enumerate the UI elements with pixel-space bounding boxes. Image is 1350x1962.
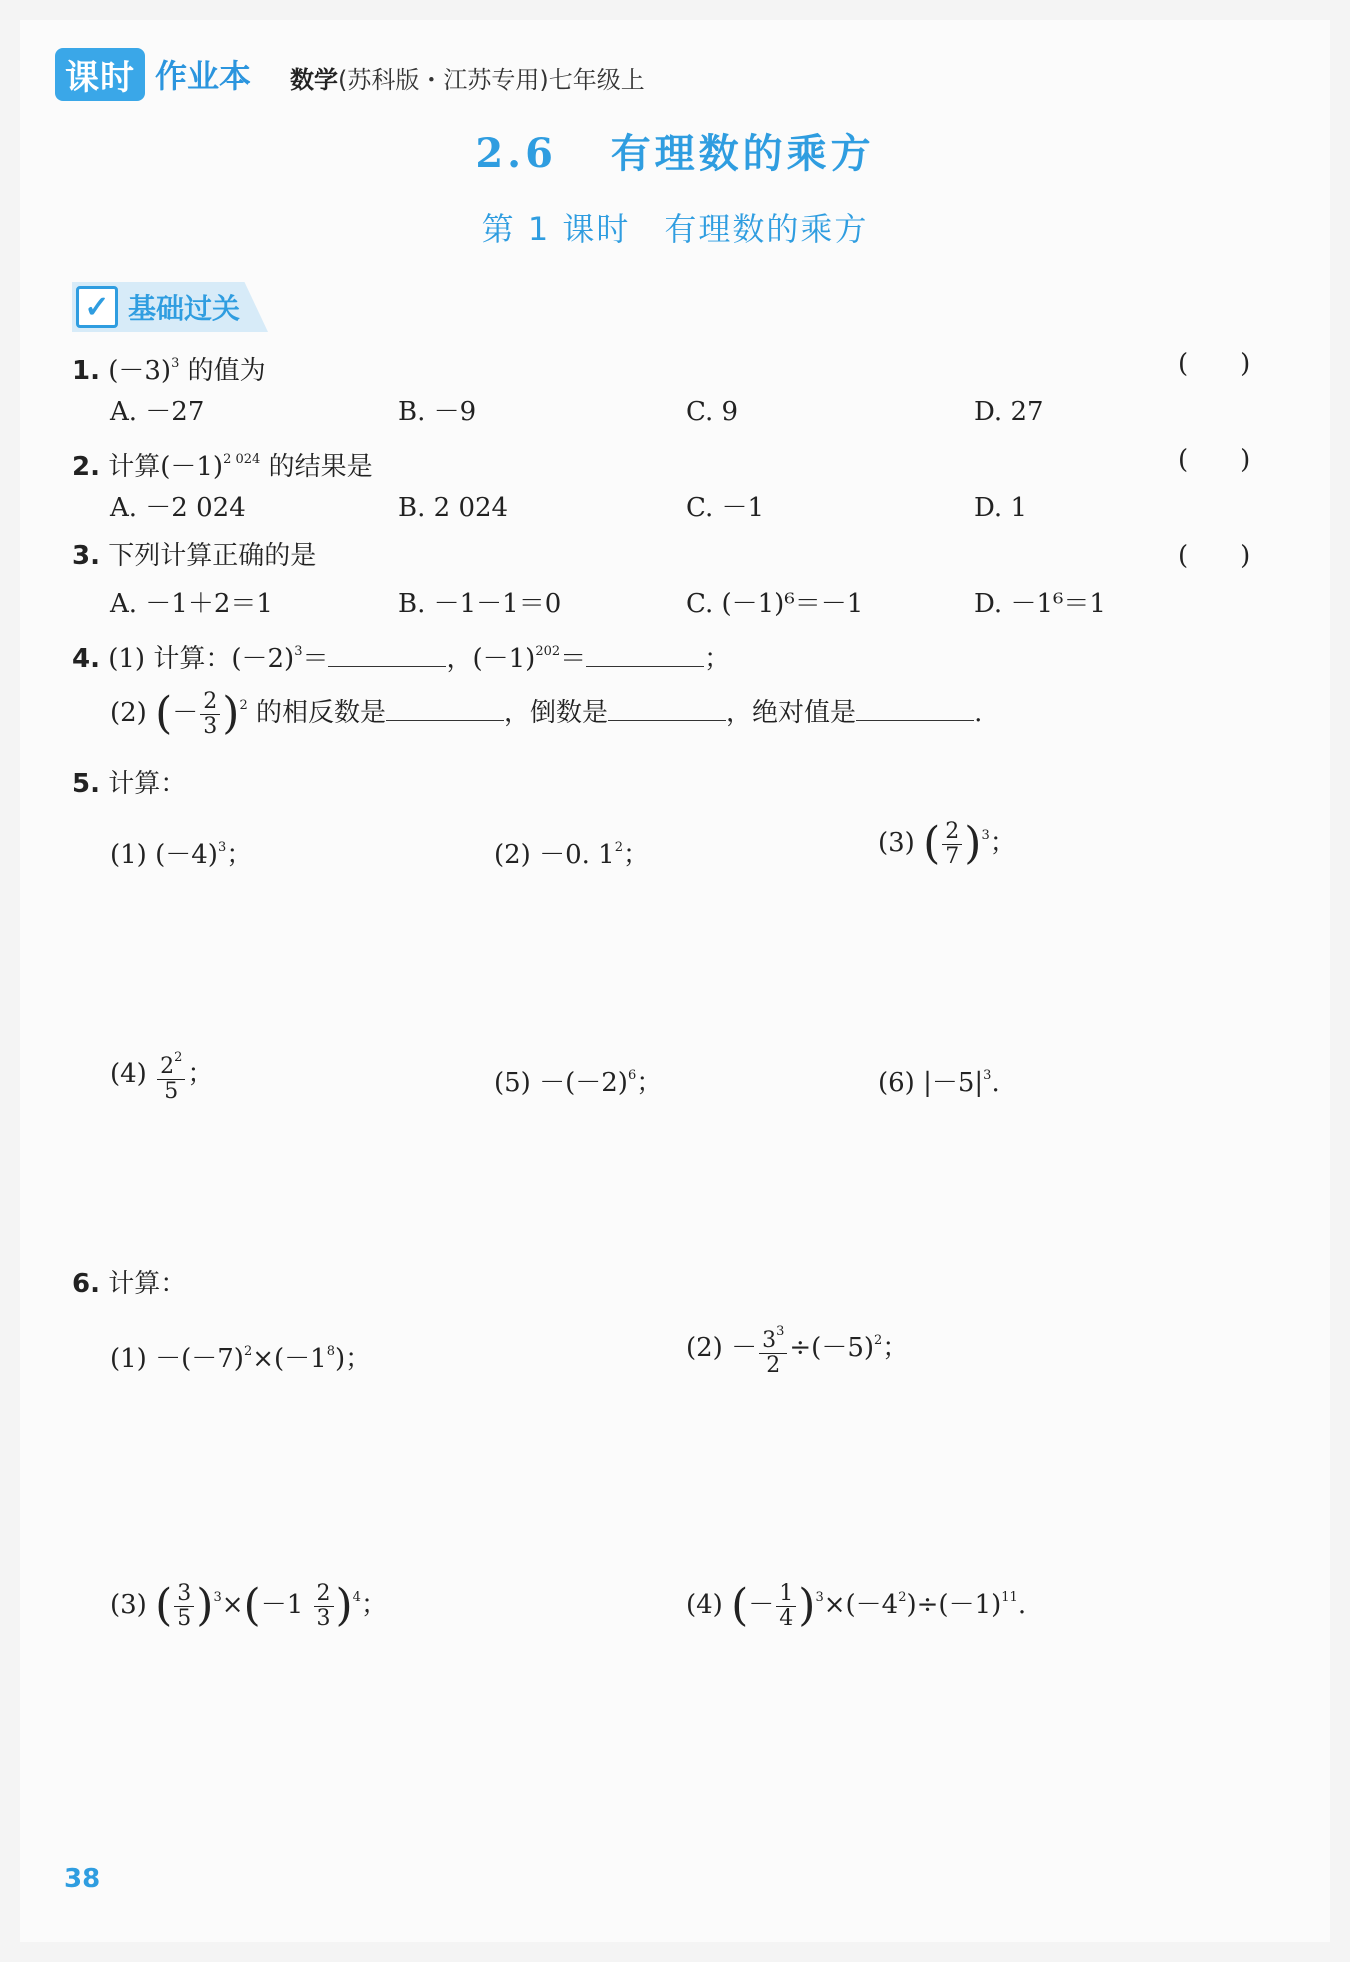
problem-5-6: (6) $|-5|^3$.	[878, 1068, 1000, 1098]
answer-blank[interactable]	[586, 642, 704, 667]
brand-logo	[55, 42, 251, 106]
answer-paren-3[interactable]: ( )	[1178, 541, 1251, 571]
answer-blank[interactable]	[608, 696, 726, 721]
brand-box: 课时	[55, 48, 145, 101]
option-c[interactable]: C. －1	[686, 493, 765, 523]
section-number: 2.6	[475, 130, 557, 177]
problem-5-4: (4) $\frac{2^2}{5}$ ；	[110, 1046, 213, 1104]
question-3: 3. 下列计算正确的是	[72, 541, 317, 571]
page-number: 38	[64, 1864, 101, 1894]
option-b[interactable]: B. 2 024	[398, 493, 509, 523]
option-a[interactable]: A. －27	[110, 397, 205, 427]
badge-label: 基础过关	[128, 292, 241, 325]
answer-paren-2[interactable]: ( )	[1178, 445, 1251, 475]
option-d[interactable]: D. －1⁶＝1	[974, 589, 1106, 619]
question-6: 6. 计算：	[72, 1269, 187, 1299]
lesson-subtitle: 第 1 课时 有理数的乘方	[481, 210, 869, 248]
option-d[interactable]: D. 1	[974, 493, 1027, 523]
problem-5-5: $(5) -(-2)^6$；	[494, 1068, 663, 1098]
problem-6-2: (2) － $\frac{3^3}{2}$ $\div(-5)^2$；	[686, 1320, 908, 1378]
question-1: 1. $(-3)^3$ 的值为	[72, 356, 266, 386]
answer-blank[interactable]	[328, 642, 446, 667]
option-c[interactable]: C. 9	[686, 397, 739, 427]
answer-blank[interactable]	[856, 696, 974, 721]
book-info: (苏科版・江苏专用)七年级上	[338, 66, 645, 94]
question-2: 2. 计算$(-1)^{2 024}$ 的结果是	[72, 452, 373, 482]
problem-5-2: (2) －0. $1^2$；	[494, 840, 650, 870]
option-b[interactable]: B. －1－1＝0	[398, 589, 562, 619]
option-a[interactable]: A. －2 024	[110, 493, 246, 523]
book-title	[290, 60, 645, 95]
problem-6-3: (3) ( $\frac{3}{5}$ )$^3$×(－1 $\frac{2}{3}$ )$^4$；	[110, 1580, 387, 1631]
problem-6-4: (4) (－ $\frac{1}{4}$ )$^3\times(-4^2)\div(-1)^{11}$.	[686, 1580, 1027, 1631]
option-b[interactable]: B. －9	[398, 397, 477, 427]
problem-5-1: (1) $(-4)^3$；	[110, 840, 253, 870]
section-heading: 有理数的乘方	[610, 130, 875, 177]
brand-text: 作业本	[155, 57, 252, 95]
question-4-part-1: 4. (1) 计算：$(-2)^3=$ ，$(-1)^{202}=$ ；	[72, 644, 731, 674]
answer-blank[interactable]	[386, 696, 504, 721]
question-4-part-2: (2) (－ $\frac{2}{3}$ )$^2$ 的相反数是 ，倒数是 ，绝对值是 .	[110, 688, 983, 739]
section-badge	[72, 282, 240, 332]
question-5: 5. 计算：	[72, 769, 187, 799]
book-subject: 数学	[290, 66, 338, 94]
problem-5-3: (3) ( $\frac{2}{7}$ )$^3$；	[878, 818, 1016, 869]
answer-paren-1[interactable]: ( )	[1178, 349, 1251, 379]
option-d[interactable]: D. 27	[974, 397, 1044, 427]
section-title	[0, 122, 1350, 179]
problem-6-1: $(1) -(-7)^2\times(-1^8)$；	[110, 1344, 372, 1374]
check-icon: ✓	[76, 286, 118, 328]
option-c[interactable]: C. (－1)⁶＝－1	[686, 589, 864, 619]
option-a[interactable]: A. －1＋2＝1	[110, 589, 273, 619]
